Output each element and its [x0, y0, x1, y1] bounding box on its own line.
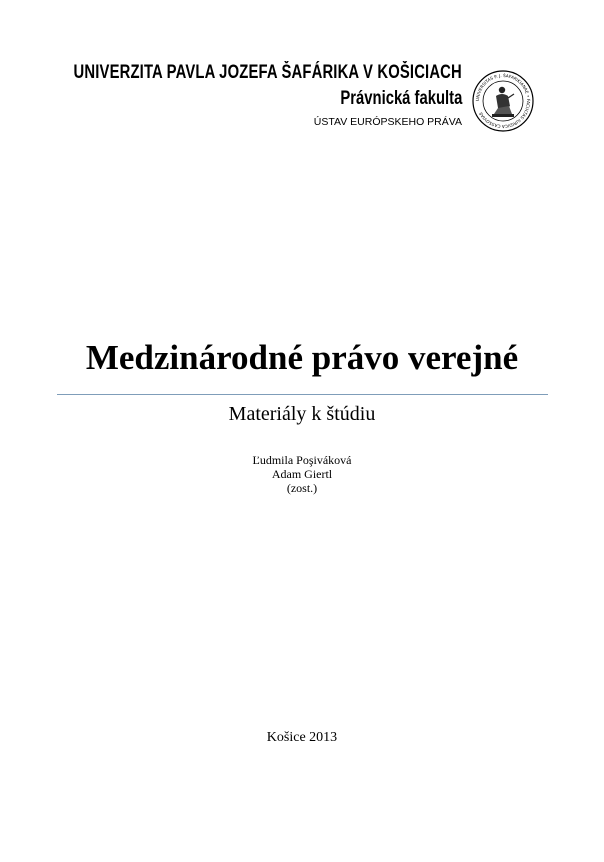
university-seal-logo — [472, 70, 534, 132]
title-divider — [57, 394, 548, 395]
document-title: Medzinárodné právo verejné — [85, 338, 519, 377]
document-subtitle: Materiály k štúdiu — [228, 403, 376, 425]
faculty-name: Právnická fakulta — [340, 88, 462, 109]
university-name: UNIVERZITA PAVLA JOZEFA ŠAFÁRIKA V KOŠICIACH — [73, 62, 462, 83]
authors-block — [0, 453, 604, 495]
editor-note: (zost.) — [286, 481, 318, 495]
svg-text:UNIVERSITAS P. J. ŠAFARIKIANAE: UNIVERSITAS P. J. ŠAFARIKIANAE • FACULTAS IURIDICA CASSOVIAE — [474, 72, 532, 130]
author-name: Ľudmila Poşiváková — [252, 453, 352, 467]
header — [0, 0, 604, 150]
institute-name: ÚSTAV EURÓPSKEHO PRÁVA — [313, 116, 462, 128]
place-and-year: Košice 2013 — [266, 730, 338, 745]
author-name: Adam Giertl — [271, 467, 333, 481]
